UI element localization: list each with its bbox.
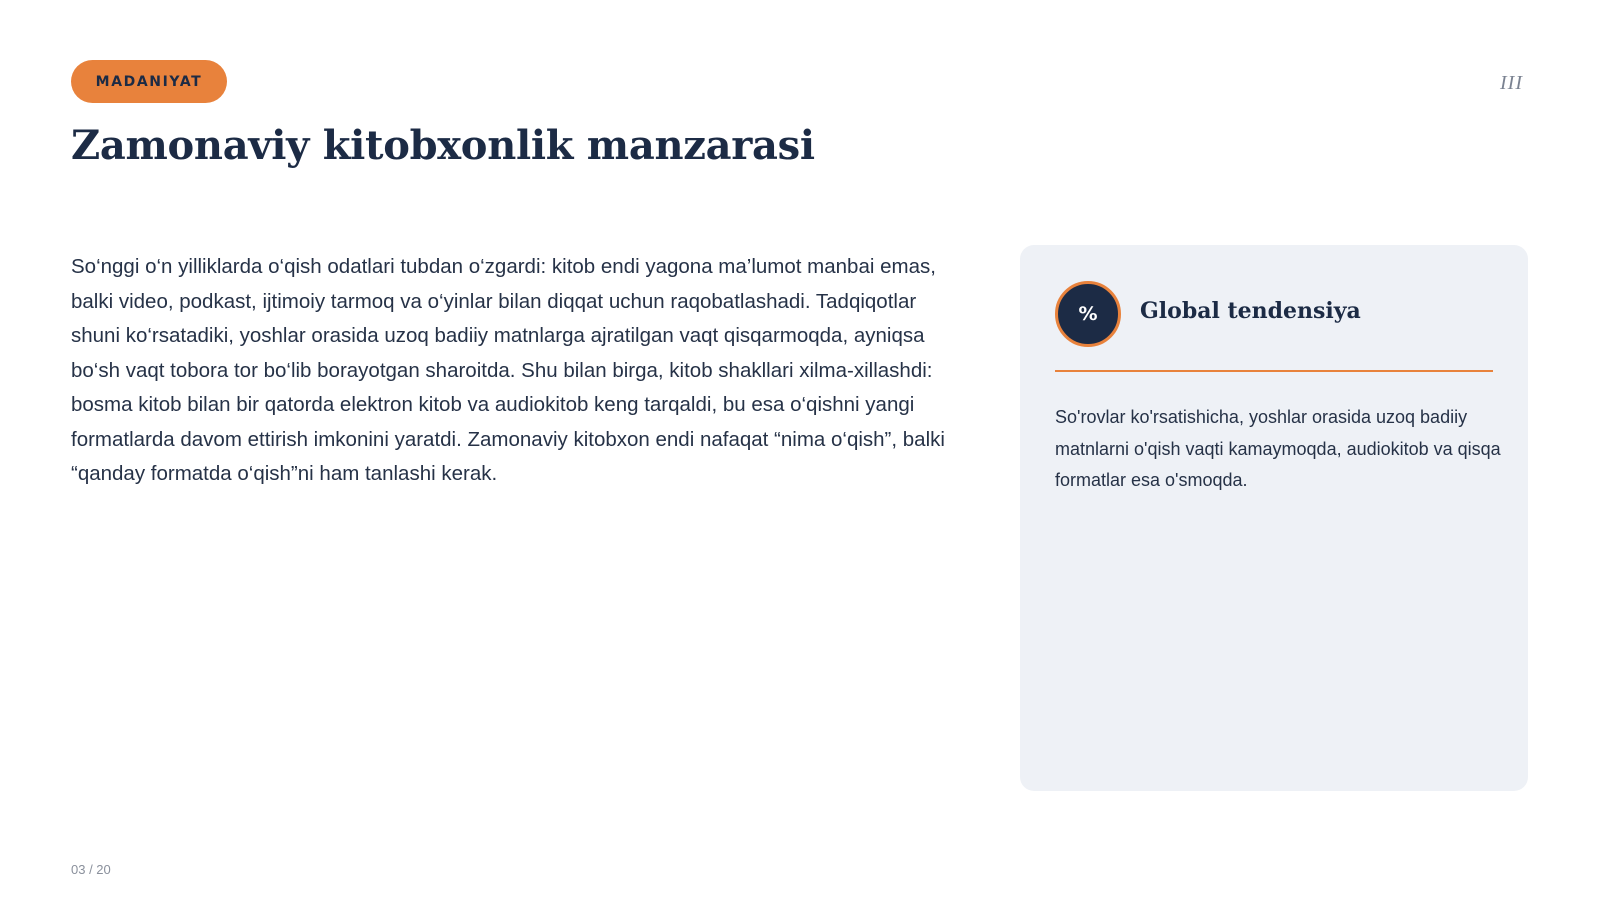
page-title: Zamonaviy kitobxonlik manzarasi — [71, 122, 815, 169]
info-card — [1020, 245, 1528, 791]
section-numeral: III — [1500, 72, 1523, 94]
card-text: So'rovlar ko'rsatishicha, yoshlar orasida uzoq badiiy matnlarni o'qish vaqti kamaymoqda, audiokitob va qisqa formatlar esa o'smoqda. — [1055, 407, 1501, 490]
card-title: Global tendensiya — [1140, 298, 1361, 324]
page-indicator: 03 / 20 — [71, 862, 111, 877]
percent-icon: % — [1055, 281, 1121, 347]
body-paragraph: So‘nggi o‘n yilliklarda o‘qish odatlari tubdan o‘zgardi: kitob endi yagona ma’lumot manbai emas, balki video, podkast, ijtimoiy tarmoq va o‘yinlar bilan diqqat uchun raqobatlashadi. Tadqiqotlar shuni ko‘rsatadiki, yoshlar orasida uzoq badiiy matnlarga ajratilgan vaqt qisqarmoqda, ayniqsa bo‘sh vaqt tobora tor bo‘lib borayotgan sharoitda. Shu bilan birga, kitob shakllari xilma-xillashdi: bosma kitob bilan bir qatorda elektron kitob va audiokitob keng tarqaldi, bu esa o‘qishni yangi formatlarda davom ettirish imkonini yaratdi. Zamonaviy kitobxon endi nafaqat “nima o‘qish”, balki “qanday formatda o‘qish”ni ham tanlashi kerak. — [71, 255, 945, 485]
category-tag: MADANIYAT — [71, 60, 227, 103]
card-divider — [1055, 370, 1493, 372]
